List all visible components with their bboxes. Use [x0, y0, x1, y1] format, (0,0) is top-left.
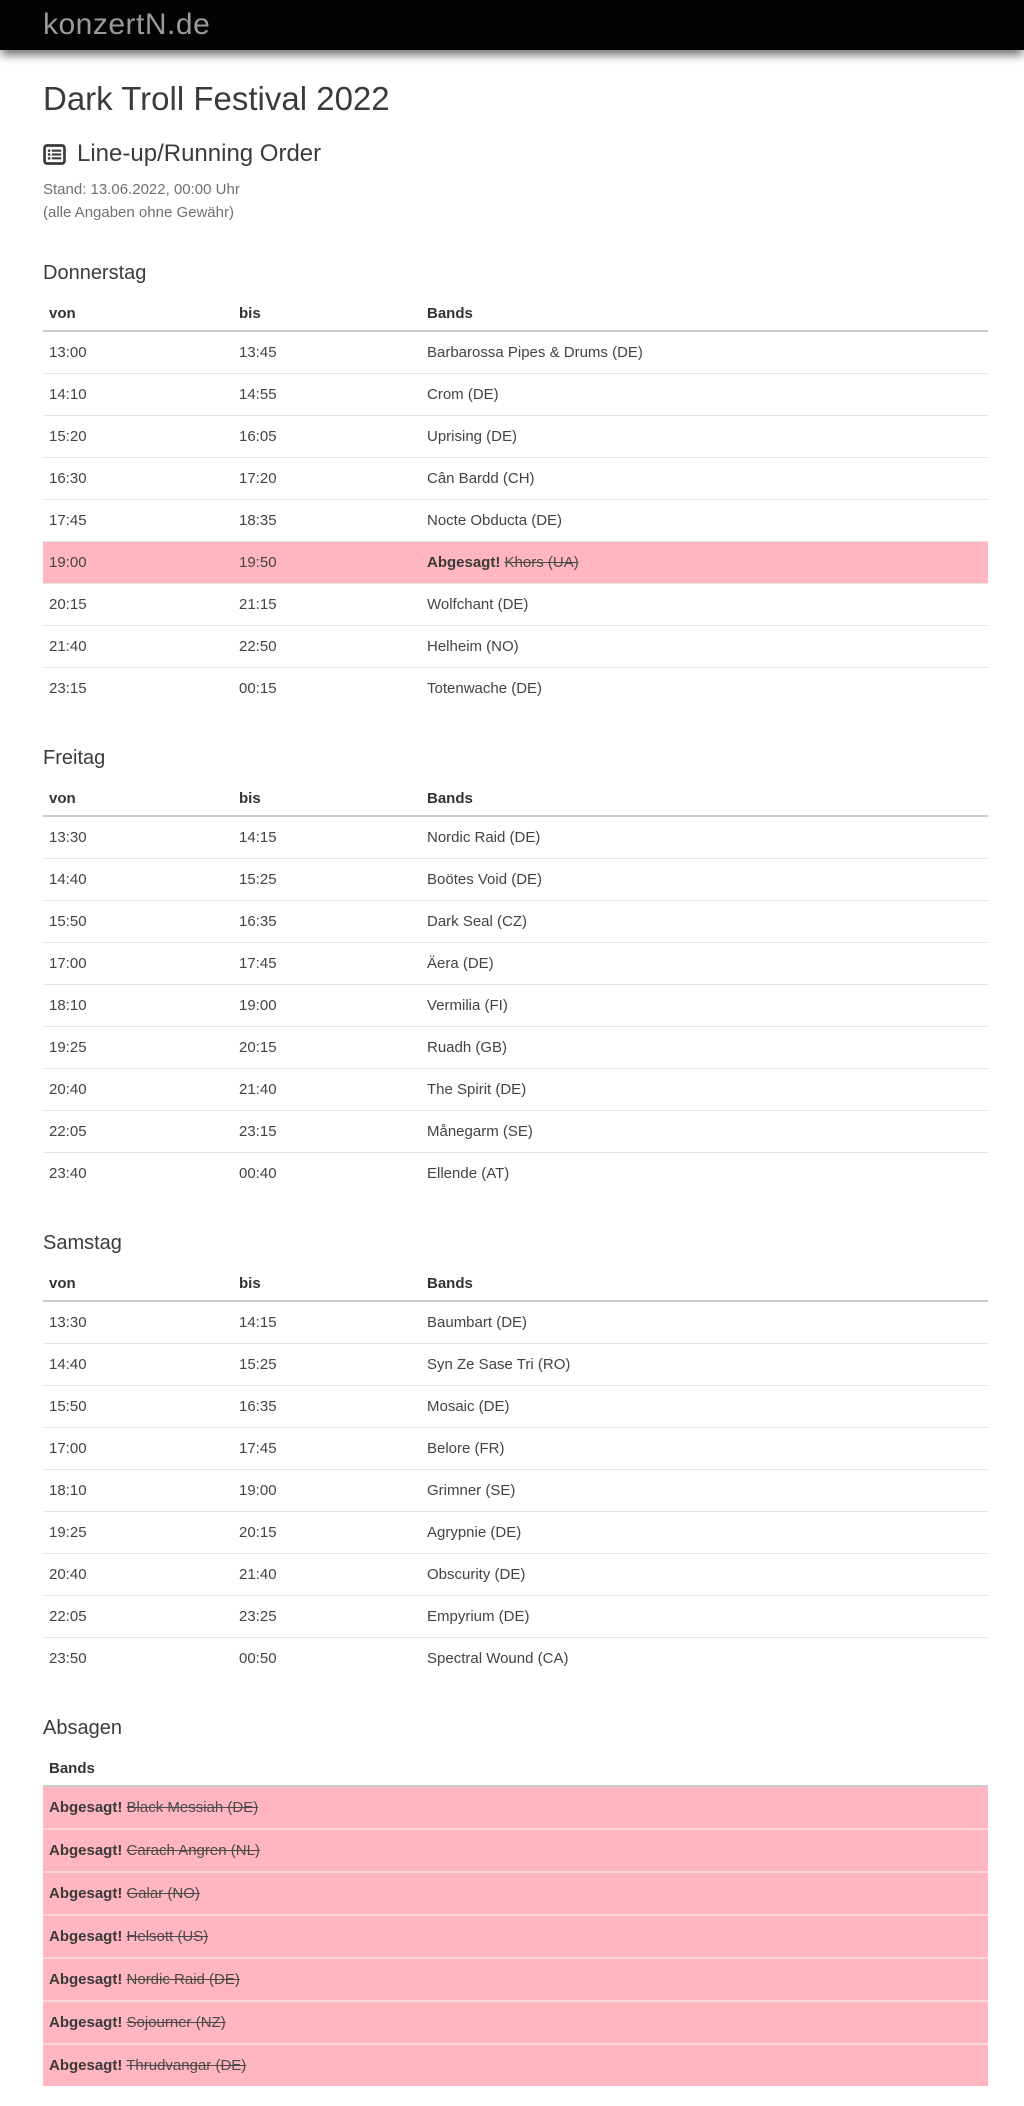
absagen-row: [43, 1958, 988, 2001]
band-name: Agrypnie (DE): [427, 1524, 522, 1541]
site-header: [0, 0, 1024, 50]
table-row: [43, 500, 988, 542]
content: [0, 80, 1024, 2106]
band-name: Barbarossa Pipes & Drums (DE): [427, 344, 643, 361]
cell-von: 23:50: [43, 1638, 233, 1680]
table-row: [43, 1301, 988, 1344]
absagen-row: [43, 2044, 988, 2086]
band-name: Uprising (DE): [427, 428, 518, 445]
section-title: [43, 140, 988, 168]
cancelled-label: Abgesagt!: [49, 1928, 123, 1945]
cell-bis: 16:05: [233, 416, 421, 458]
cell-von: 14:40: [43, 1344, 233, 1386]
table-row: [43, 901, 988, 943]
table-row: [43, 1554, 988, 1596]
cell-band: [421, 1554, 988, 1596]
site-brand[interactable]: konzertN.de: [43, 8, 211, 41]
cell-band: [43, 1915, 988, 1958]
stand-date: Stand: 13.06.2022, 00:00 Uhr: [43, 181, 240, 198]
band-name: Spectral Wound (CA): [427, 1650, 569, 1667]
column-header-bis: bis: [233, 1267, 421, 1301]
cell-band: [421, 859, 988, 901]
cell-bis: 14:15: [239, 829, 277, 846]
band-name: Äera (DE): [427, 955, 494, 972]
band-name: Wolfchant (DE): [427, 596, 529, 613]
day-heading: Freitag: [43, 747, 106, 769]
cancelled-label: Abgesagt!: [49, 1885, 123, 1902]
cell-band: [421, 1027, 988, 1069]
table-row: [43, 416, 988, 458]
cell-von: 22:05: [43, 1111, 233, 1153]
band-name: Baumbart (DE): [427, 1314, 528, 1331]
cancelled-band-name: Sojourner (NZ): [126, 2014, 226, 2031]
cell-bis: 21:15: [233, 584, 421, 626]
cell-von: 15:50: [43, 901, 233, 943]
table-row: [43, 1027, 988, 1069]
band-name: Ruadh (GB): [427, 1039, 508, 1056]
table-row: [43, 1111, 988, 1153]
cell-band: [421, 901, 988, 943]
cell-bis: 19:00: [233, 1470, 421, 1512]
cell-band: [421, 1069, 988, 1111]
band-name: Nocte Obducta (DE): [427, 512, 563, 529]
cell-bis: 23:15: [233, 1111, 421, 1153]
table-row: [43, 1512, 988, 1554]
table-row: [43, 374, 988, 416]
cell-von: 20:40: [43, 1554, 233, 1596]
cell-von: 17:00: [43, 943, 233, 985]
cell-band: [421, 985, 988, 1027]
cell-von: 13:30: [49, 829, 87, 846]
cell-band: [43, 2001, 988, 2044]
band-name: Helheim (NO): [427, 638, 519, 655]
cell-von: 13:00: [49, 344, 87, 361]
cancelled-band-name: Thrudvangar (DE): [126, 2057, 247, 2074]
cell-bis: 23:25: [233, 1596, 421, 1638]
cell-bis: 00:50: [233, 1638, 421, 1680]
band-name: Cân Bardd (CH): [427, 470, 535, 487]
band-name: Ellende (AT): [427, 1165, 510, 1182]
table-row: [43, 1386, 988, 1428]
cell-von: 20:15: [43, 584, 233, 626]
absagen-row: [43, 2001, 988, 2044]
schedule-table: [43, 297, 988, 709]
cell-bis: 15:25: [233, 859, 421, 901]
cell-band: [421, 626, 988, 668]
column-header-von: von: [43, 1267, 233, 1301]
column-header-von: von: [43, 297, 233, 331]
cancelled-label: Abgesagt!: [49, 2057, 123, 2074]
table-row: [43, 331, 988, 374]
cell-von: 19:25: [43, 1027, 233, 1069]
band-name: Mosaic (DE): [427, 1398, 510, 1415]
table-row: [43, 1069, 988, 1111]
cell-band: [421, 1301, 988, 1344]
absagen-row: [43, 1786, 988, 1829]
cell-bis: 16:35: [233, 901, 421, 943]
cell-band: [421, 1111, 988, 1153]
table-row: [43, 1344, 988, 1386]
header-row: [43, 1267, 988, 1301]
cell-band: [421, 1638, 988, 1680]
cell-von: 22:05: [43, 1596, 233, 1638]
cancelled-band-name: Khors (UA): [504, 554, 579, 571]
cell-bis: 20:15: [233, 1512, 421, 1554]
cell-band: [421, 416, 988, 458]
cell-band: [421, 1470, 988, 1512]
absagen-table: [43, 1752, 988, 2086]
cell-von: 19:00: [43, 542, 233, 584]
cancelled-label: Abgesagt!: [49, 2014, 123, 2031]
cancelled-label: Abgesagt!: [49, 1799, 123, 1816]
band-name: Månegarm (SE): [427, 1123, 533, 1140]
table-row: [43, 584, 988, 626]
cell-band: [421, 1344, 988, 1386]
cell-bis: 14:55: [233, 374, 421, 416]
section-title-label: Line-up/Running Order: [77, 140, 322, 167]
band-name: Crom (DE): [427, 386, 499, 403]
table-row: [43, 1428, 988, 1470]
column-header-bands: Bands: [421, 297, 988, 331]
table-row: [43, 668, 988, 710]
cell-band: [43, 1872, 988, 1915]
schedule-table: [43, 1267, 988, 1679]
table-row: [43, 1638, 988, 1680]
cell-von: 23:40: [43, 1153, 233, 1195]
cancelled-band-name: Carach Angren (NL): [126, 1842, 260, 1859]
cell-von: 18:10: [43, 1470, 233, 1512]
cell-von: 20:40: [43, 1069, 233, 1111]
cell-band: [421, 1512, 988, 1554]
cancelled-band-name: Nordic Raid (DE): [126, 1971, 240, 1988]
cell-band: [421, 374, 988, 416]
page-title: Dark Troll Festival 2022: [43, 80, 390, 117]
column-header-bands: Bands: [43, 1752, 988, 1786]
table-row: [43, 542, 988, 584]
column-header-bands: Bands: [421, 782, 988, 816]
cell-band: [421, 943, 988, 985]
cell-bis: 20:15: [233, 1027, 421, 1069]
cell-von: 16:30: [43, 458, 233, 500]
cell-band: [421, 542, 988, 584]
cell-bis: 00:40: [233, 1153, 421, 1195]
cell-bis: 16:35: [233, 1386, 421, 1428]
band-name: Syn Ze Sase Tri (RO): [427, 1356, 571, 1373]
absagen-section: [43, 1717, 988, 2086]
band-name: Empyrium (DE): [427, 1608, 530, 1625]
cell-von: 14:10: [43, 374, 233, 416]
cell-bis: 22:50: [233, 626, 421, 668]
cancelled-band-name: Galar (NO): [126, 1885, 200, 1902]
table-row: [43, 1596, 988, 1638]
cell-bis: 14:15: [239, 1314, 277, 1331]
band-name: Belore (FR): [427, 1440, 505, 1457]
band-name: Boötes Void (DE): [427, 871, 543, 888]
cancelled-label: Abgesagt!: [49, 1842, 123, 1859]
cell-band: [43, 1786, 988, 1829]
cell-band: [421, 458, 988, 500]
table-row: [43, 816, 988, 859]
header-row: [43, 782, 988, 816]
column-header-bis: bis: [233, 297, 421, 331]
table-row: [43, 626, 988, 668]
cell-band: [421, 1428, 988, 1470]
absagen-row: [43, 1872, 988, 1915]
column-header-bands: Bands: [421, 1267, 988, 1301]
cell-bis: 00:15: [233, 668, 421, 710]
absagen-heading: Absagen: [43, 1717, 122, 1739]
cell-band: [421, 1153, 988, 1195]
absagen-row: [43, 1829, 988, 1872]
cell-von: 17:00: [43, 1428, 233, 1470]
cell-von: 13:30: [49, 1314, 87, 1331]
cell-band: [43, 1958, 988, 2001]
cell-bis: 13:45: [239, 344, 277, 361]
cancelled-band-name: Helsott (US): [126, 1928, 209, 1945]
cell-band: [421, 668, 988, 710]
cell-band: [43, 2044, 988, 2086]
day-heading: Donnerstag: [43, 262, 147, 284]
day-heading: Samstag: [43, 1232, 122, 1254]
schedule-sections: [43, 262, 988, 1679]
band-name: Grimner (SE): [427, 1482, 516, 1499]
cell-bis: 18:35: [233, 500, 421, 542]
cell-von: 15:20: [43, 416, 233, 458]
cell-band: [43, 1829, 988, 1872]
cell-von: 23:15: [43, 668, 233, 710]
cell-von: 17:45: [43, 500, 233, 542]
table-row: [43, 1470, 988, 1512]
table-row: [43, 1153, 988, 1195]
table-row: [43, 458, 988, 500]
cancelled-band-name: Black Messiah (DE): [126, 1799, 259, 1816]
cell-bis: 17:45: [233, 1428, 421, 1470]
cancelled-label: Abgesagt!: [427, 554, 501, 571]
cell-bis: 21:40: [233, 1069, 421, 1111]
schedule-table: [43, 782, 988, 1194]
cell-von: 15:50: [43, 1386, 233, 1428]
table-row: [43, 859, 988, 901]
stand-info: [43, 179, 988, 224]
cell-band: [421, 816, 988, 859]
cell-band: [421, 584, 988, 626]
band-name: Dark Seal (CZ): [427, 913, 528, 930]
cell-von: 21:40: [43, 626, 233, 668]
column-header-von: von: [43, 782, 233, 816]
cancelled-label: Abgesagt!: [49, 1971, 123, 1988]
cell-bis: 15:25: [233, 1344, 421, 1386]
cell-bis: 17:20: [233, 458, 421, 500]
cell-band: [421, 500, 988, 542]
cell-von: 14:40: [43, 859, 233, 901]
band-name: Obscurity (DE): [427, 1566, 526, 1583]
cell-bis: 19:00: [233, 985, 421, 1027]
cell-bis: 19:50: [233, 542, 421, 584]
cell-bis: 21:40: [233, 1554, 421, 1596]
band-name: The Spirit (DE): [427, 1081, 527, 1098]
column-header-bis: bis: [233, 782, 421, 816]
band-name: Vermilia (FI): [427, 997, 508, 1014]
header-row: [43, 1752, 988, 1786]
cell-band: [421, 1596, 988, 1638]
band-name: Nordic Raid (DE): [427, 829, 541, 846]
list-icon: [43, 143, 66, 166]
cell-band: [421, 331, 988, 374]
cell-band: [421, 1386, 988, 1428]
cell-von: 18:10: [43, 985, 233, 1027]
stand-disclaimer: (alle Angaben ohne Gewähr): [43, 203, 234, 221]
table-row: [43, 985, 988, 1027]
band-name: Totenwache (DE): [427, 680, 543, 697]
header-row: [43, 297, 988, 331]
absagen-row: [43, 1915, 988, 1958]
cell-bis: 17:45: [233, 943, 421, 985]
table-row: [43, 943, 988, 985]
cell-von: 19:25: [43, 1512, 233, 1554]
